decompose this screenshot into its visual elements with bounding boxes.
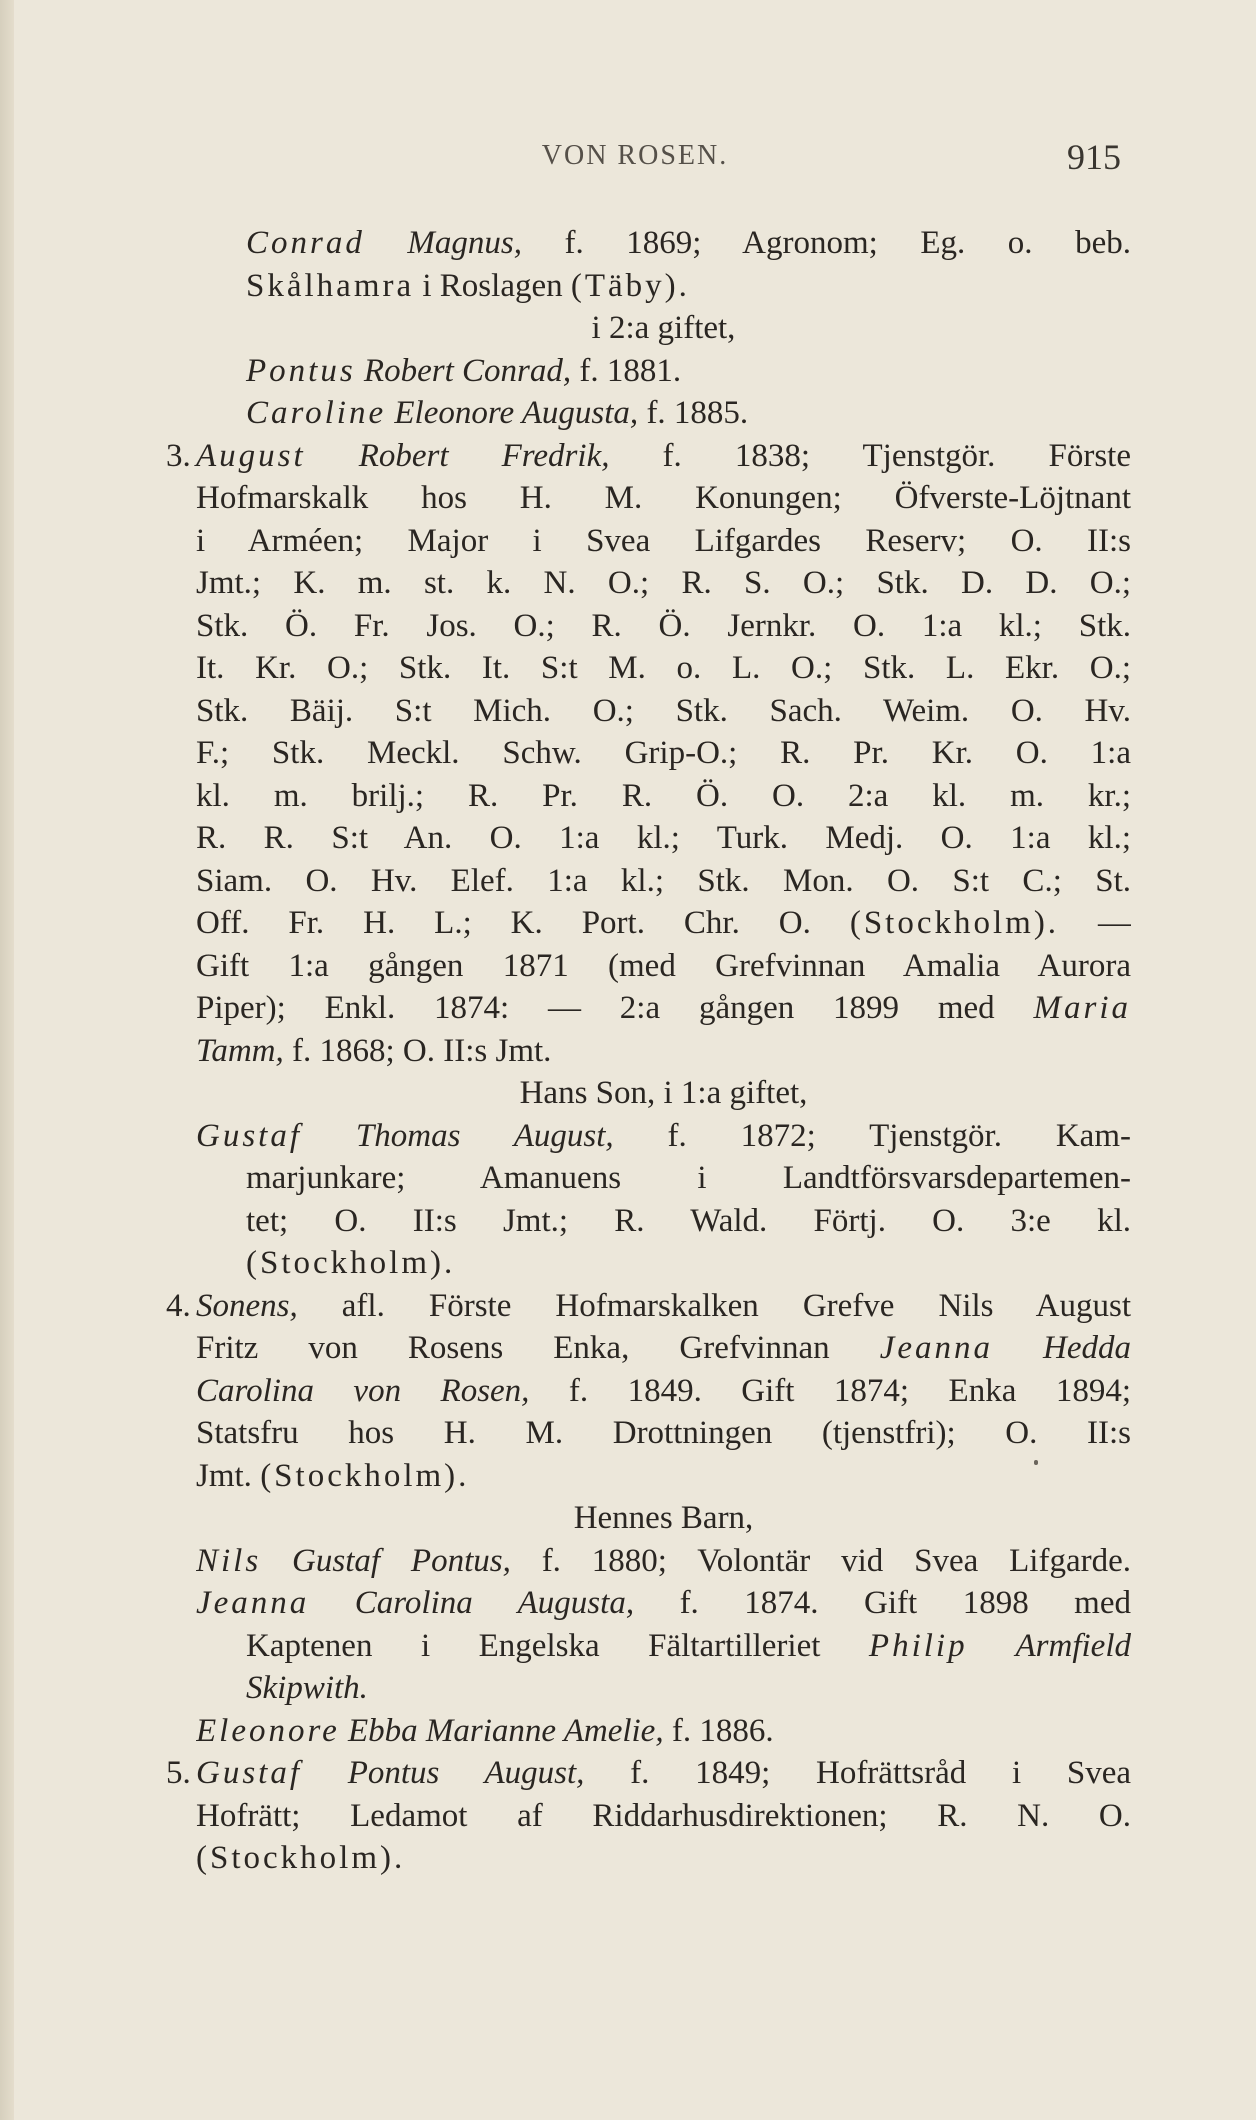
entry-4-heading: 4. Sonens, afl. Förste Hofmarskalken Grefve Nils August (196, 1285, 1131, 1328)
text-line: Fritz von Rosens Enka, Grefvinnan Jeanna Hedda (196, 1330, 1131, 1366)
text-line: Eleonore Ebba Marianne Amelie, f. 1886. (196, 1712, 774, 1749)
text-line: Off. Fr. H. L.; K. Port. Chr. O. (Stockholm). — (196, 905, 1131, 941)
text-line: Hennes Barn, (573, 1500, 754, 1536)
binding-edge (0, 0, 14, 2120)
text-line: Jeanna Carolina Augusta, f. 1874. Gift 1898 med (196, 1585, 1131, 1621)
text-line: Pontus Robert Conrad, f. 1881. (246, 352, 682, 389)
text-line: Hofrätt; Ledamot af Riddarhusdirektionen; R. N. O. (196, 1797, 1131, 1834)
entry-number: 4. (166, 1287, 191, 1324)
text-line: Siam. O. Hv. Elef. 1:a kl.; Stk. Mon. O. S:t C.; St. (196, 862, 1131, 899)
text-line: Nils Gustaf Pontus, f. 1880; Volontär vid Svea Lifgarde. (196, 1542, 1131, 1579)
text-line: Skålhamra i Roslagen (Täby). (246, 267, 690, 304)
text-line: Skipwith. (246, 1670, 368, 1706)
running-head: VON ROSEN. (541, 140, 729, 171)
text-line: Stk. Ö. Fr. Jos. O.; R. Ö. Jernkr. O. 1:a kl.; Stk. (196, 607, 1131, 644)
entry-number: 5. (166, 1755, 191, 1791)
text-line: Gustaf Thomas August, f. 1872; Tjenstgör. Kam- (196, 1117, 1131, 1154)
text-line: R. R. S:t An. O. 1:a kl.; Turk. Medj. O. 1:a kl.; (196, 820, 1131, 856)
text-line: tet; O. II:s Jmt.; R. Wald. Förtj. O. 3:e kl. (246, 1202, 1131, 1239)
text-line: (Stockholm). (196, 1840, 406, 1876)
entry-number: 3. (166, 437, 191, 474)
body-text (166, 222, 1131, 1880)
entry-5-heading: 5. Gustaf Pontus August, f. 1849; Hofrättsråd i Svea (196, 1752, 1131, 1795)
text-line: kl. m. brilj.; R. Pr. R. Ö. O. 2:a kl. m. kr.; (196, 777, 1131, 814)
page-header (14, 137, 1256, 180)
text-line: Stk. Bäij. S:t Mich. O.; Stk. Sach. Weim. O. Hv. (196, 692, 1131, 729)
text-line: Hofmarskalk hos H. M. Konungen; Öfverste-Löjtnant (196, 480, 1131, 516)
ink-speck (1034, 1460, 1038, 1465)
book-page (14, 0, 1256, 2120)
text-line: F.; Stk. Meckl. Schw. Grip-O.; R. Pr. Kr. O. 1:a (196, 735, 1131, 771)
page-number: 915 (1067, 137, 1121, 177)
text-line: Jmt. (Stockholm). (196, 1457, 470, 1494)
text-line: Statsfru hos H. M. Drottningen (tjenstfri); O. II:s (196, 1415, 1131, 1451)
text-line: Conrad Magnus, f. 1869; Agronom; Eg. o. beb. (246, 225, 1131, 261)
text-line: Jmt.; K. m. st. k. N. O.; R. S. O.; Stk. D. D. O.; (196, 565, 1131, 601)
text-line: Tamm, f. 1868; O. II:s Jmt. (196, 1032, 552, 1069)
text-line: i Arméen; Major i Svea Lifgardes Reserv; O. II:s (196, 522, 1131, 559)
text-line: Piper); Enkl. 1874: — 2:a gången 1899 med Maria (196, 990, 1131, 1026)
text-line: It. Kr. O.; Stk. It. S:t M. o. L. O.; Stk. L. Ekr. O.; (196, 650, 1131, 686)
text-line: Hans Son, i 1:a giftet, (519, 1075, 808, 1111)
text-line: (Stockholm). (246, 1245, 456, 1281)
text-line: Gift 1:a gången 1871 (med Grefvinnan Amalia Aurora (196, 947, 1131, 984)
text-line: Kaptenen i Engelska Fältartilleriet Philip Armfield (246, 1627, 1131, 1664)
entry-3-heading: 3. August Robert Fredrik, f. 1838; Tjenstgör. Förste (196, 435, 1131, 478)
text-line: marjunkare; Amanuens i Landtförsvarsdepartemen- (246, 1160, 1131, 1196)
text-line: Carolina von Rosen, f. 1849. Gift 1874; Enka 1894; (196, 1372, 1131, 1409)
text-line: Caroline Eleonore Augusta, f. 1885. (246, 395, 749, 431)
text-line: i 2:a giftet, (591, 310, 736, 346)
